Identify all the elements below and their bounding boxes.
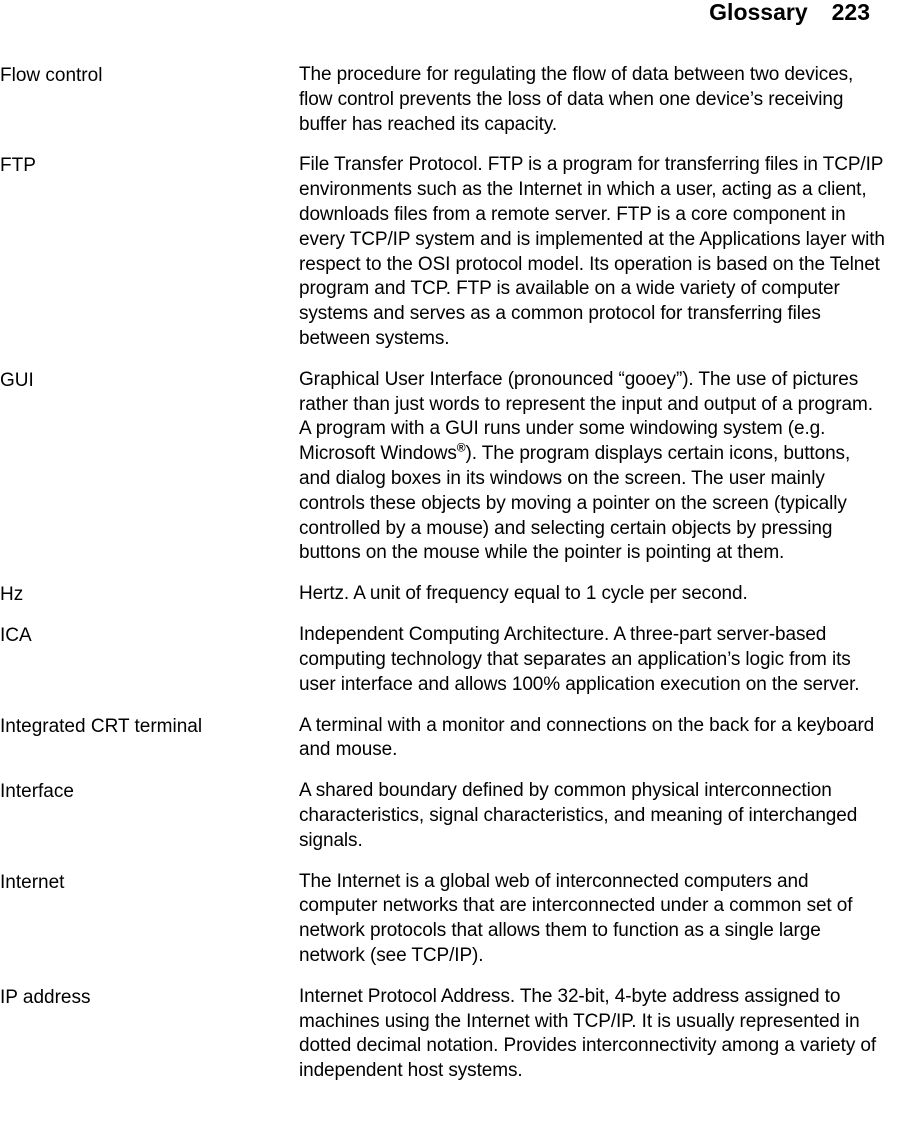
glossary-definition: A terminal with a monitor and connections on the back for a keyboard and mouse.: [299, 714, 875, 761]
glossary-entry-ip-address: [0, 985, 898, 1084]
glossary-definition: Hertz. A unit of frequency equal to 1 cycle per second.: [299, 583, 748, 605]
glossary-entry-integrated-crt-terminal: [0, 714, 898, 764]
glossary-definition: Independent Computing Architecture. A three-part server-based computing technology that separates an application’s logic from its user interface and allows 100% application execution on the server.: [299, 624, 860, 695]
glossary-entry-hz: [0, 582, 898, 607]
glossary-term: IP address: [0, 986, 91, 1008]
glossary-entry-interface: [0, 779, 898, 853]
glossary-definition: The Internet is a global web of interconnected computers and computer networks that are interconnected under a common set of network protocols that allows them to function as a single large network (see TCP/IP).: [299, 870, 853, 966]
definition-text: ). The program displays certain icons, buttons, and dialog boxes in its windows on the screen. The user mainly controls these objects by moving a pointer on the screen (typically controlled by a mouse) and selecting certain objects by pressing buttons on the mouse while the pointer is pointing at them.: [299, 443, 851, 564]
glossary-definition: The procedure for regulating the flow of data between two devices, flow control prevents the loss of data when one device’s receiving buffer has reached its capacity.: [299, 64, 854, 135]
glossary-term: Internet: [0, 871, 65, 893]
glossary-definition: File Transfer Protocol. FTP is a program for transferring files in TCP/IP environments such as the Internet in which a user, acting as a client, downloads files from a remote server. FTP is a core component in every TCP/IP system and is implemented at the Applications layer with respect to the OSI protocol model. Its operation is based on the Telnet program and TCP. FTP is available on a wide variety of computer systems and serves as a common protocol for transferring files between systems.: [299, 154, 885, 349]
glossary-term: Hz: [0, 584, 24, 606]
glossary-term: GUI: [0, 369, 34, 391]
glossary-term: Flow control: [0, 65, 103, 86]
glossary-term: Integrated CRT terminal: [0, 715, 203, 737]
glossary-entry-gui: [0, 368, 898, 566]
glossary-list: [0, 63, 898, 1100]
registered-mark: ®: [456, 440, 466, 455]
glossary-entry-flow-control: [0, 63, 898, 137]
section-title: Glossary: [709, 0, 808, 25]
glossary-term: ICA: [0, 625, 32, 647]
glossary-definition: [299, 368, 885, 566]
page-number: 223: [831, 0, 870, 25]
glossary-entry-internet: [0, 870, 898, 969]
definition-text: Graphical User Interface (pronounced “gooey”). The use of pictures rather than just words to represent the input and output of a program. A program with a GUI runs under some windowing system (e.g. Microsoft Windows: [299, 368, 873, 465]
glossary-term: FTP: [0, 155, 36, 177]
page-header: [709, 0, 870, 26]
glossary-term: Interface: [0, 781, 74, 803]
glossary-entry-ica: [0, 623, 898, 697]
glossary-definition: Internet Protocol Address. The 32-bit, 4-byte address assigned to machines using the Internet with TCP/IP. It is usually represented in dotted decimal notation. Provides interconnectivity among a variety of independent host systems.: [299, 985, 877, 1082]
glossary-entry-ftp: [0, 153, 898, 351]
glossary-definition: A shared boundary defined by common physical interconnection characteristics, signal characteristics, and meaning of interchanged signals.: [299, 780, 858, 851]
